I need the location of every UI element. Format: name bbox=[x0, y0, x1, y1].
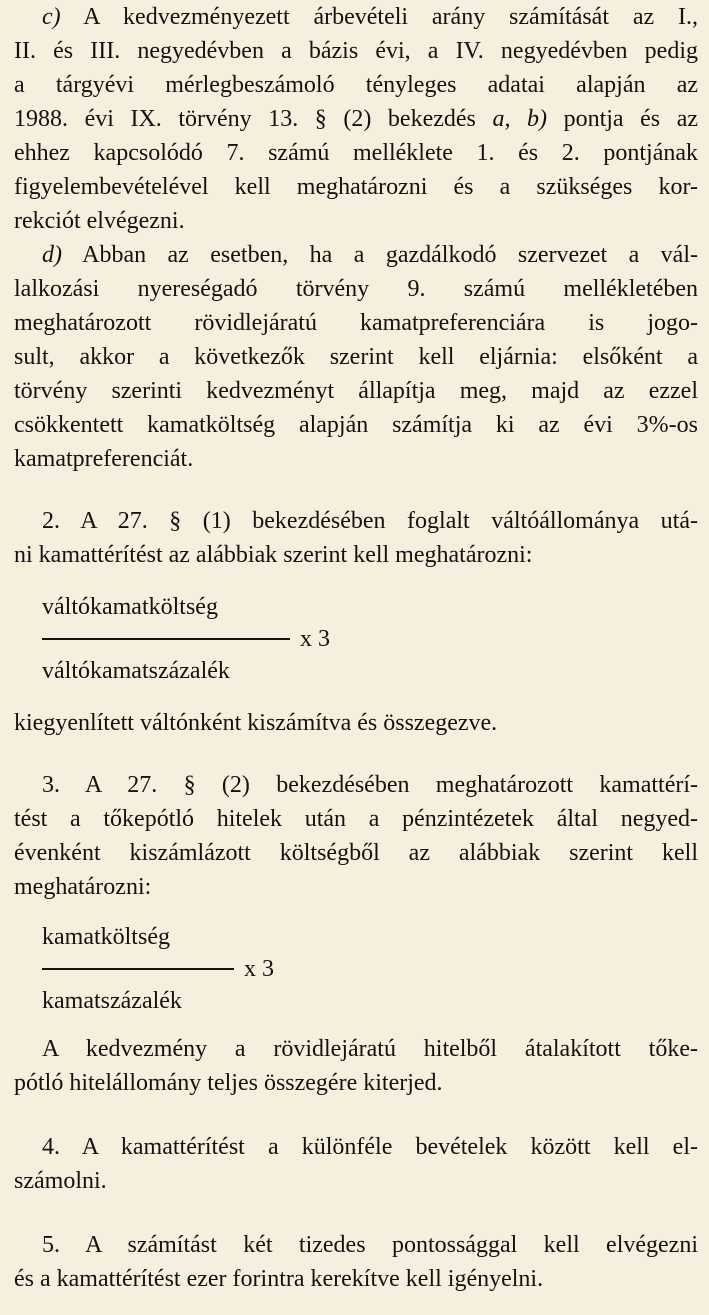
section-3 bbox=[14, 768, 698, 1100]
paragraph-line: d) Abban az esetben, ha a gazdálkodó szervezet a vál- bbox=[42, 242, 698, 268]
fraction-formula bbox=[14, 920, 698, 1018]
fraction-formula bbox=[14, 590, 698, 688]
paragraph-line: 4. A kamattérítést a különféle bevételek között kell el- bbox=[42, 1134, 698, 1160]
paragraph-line: évenként kiszámlázott költségből az alábbiak szerint kell bbox=[14, 840, 698, 866]
paragraph-line: sult, akkor a következők szerint kell eljárnia: elsőként a bbox=[14, 344, 698, 370]
paragraph-line: figyelembevételével kell meghatározni és a szükséges kor- bbox=[14, 174, 698, 200]
paragraph-line: ehhez kapcsolódó 7. számú melléklete 1. és 2. pontjának bbox=[14, 140, 698, 166]
paragraph-line: kamatpreferenciát. bbox=[14, 446, 194, 472]
paragraph-line: A kedvezmény a rövidlejáratú hitelből átalakított tőke- bbox=[42, 1036, 698, 1062]
paragraph-line: számolni. bbox=[14, 1168, 107, 1194]
fraction-bar bbox=[42, 638, 290, 640]
paragraph-line: meghatározni: bbox=[14, 874, 152, 900]
section-c bbox=[14, 0, 698, 238]
paragraph-line: 5. A számítást két tizedes pontossággal kell elvégezni bbox=[42, 1232, 698, 1258]
italic-reference: a, b) bbox=[492, 106, 548, 132]
paragraph-line: és a kamattérítést ezer forintra kerekítve kell igényelni. bbox=[14, 1266, 544, 1292]
paragraph-line: 3. A 27. § (2) bekezdésében meghatározott kamattérí- bbox=[42, 772, 698, 798]
paragraph-line: meghatározott rövidlejáratú kamatpreferenciára is jogo- bbox=[14, 310, 698, 336]
paragraph-line: lalkozási nyereségadó törvény 9. számú mellékletében bbox=[14, 276, 698, 302]
document-page bbox=[14, 0, 698, 1296]
formula-numerator: kamatköltség bbox=[42, 924, 170, 950]
formula-multiplier: x 3 bbox=[244, 956, 274, 982]
section-2 bbox=[14, 504, 698, 740]
section-d bbox=[14, 238, 698, 476]
section-5 bbox=[14, 1228, 698, 1296]
section-4 bbox=[14, 1130, 698, 1198]
paragraph-line: c) A kedvezményezett árbevételi arány számítását az I., bbox=[42, 4, 698, 30]
paragraph-line: törvény szerinti kedvezményt állapítja meg, majd az ezzel bbox=[14, 378, 698, 404]
paragraph-line: csökkentett kamatköltség alapján számítja ki az évi 3%-os bbox=[14, 412, 698, 438]
fraction-bar bbox=[42, 968, 234, 970]
paragraph-line: rekciót elvégezni. bbox=[14, 208, 185, 234]
item-label: c) bbox=[42, 4, 61, 30]
paragraph-line: ni kamattérítést az alábbiak szerint kell meghatározni: bbox=[14, 542, 533, 568]
formula-denominator: kamatszázalék bbox=[42, 988, 182, 1014]
formula-denominator: váltókamatszázalék bbox=[42, 658, 230, 684]
paragraph-line: II. és III. negyedévben a bázis évi, a IV. negyedévben pedig bbox=[14, 38, 698, 64]
paragraph-line: kiegyenlített váltónként kiszámítva és összegezve. bbox=[14, 710, 498, 736]
formula-multiplier: x 3 bbox=[300, 626, 330, 652]
paragraph-line: 1988. évi IX. törvény 13. § (2) bekezdés a, b) pontja és az bbox=[14, 106, 699, 132]
paragraph-line: pótló hitelállomány teljes összegére kiterjed. bbox=[14, 1070, 443, 1096]
item-label: d) bbox=[42, 242, 62, 268]
formula-numerator: váltókamatköltség bbox=[42, 594, 218, 620]
paragraph-line: a tárgyévi mérlegbeszámoló tényleges adatai alapján az bbox=[14, 72, 698, 98]
paragraph-line: tést a tőkepótló hitelek után a pénzintézetek által negyed- bbox=[14, 806, 698, 832]
paragraph-line: 2. A 27. § (1) bekezdésében foglalt váltóállománya utá- bbox=[42, 508, 698, 534]
